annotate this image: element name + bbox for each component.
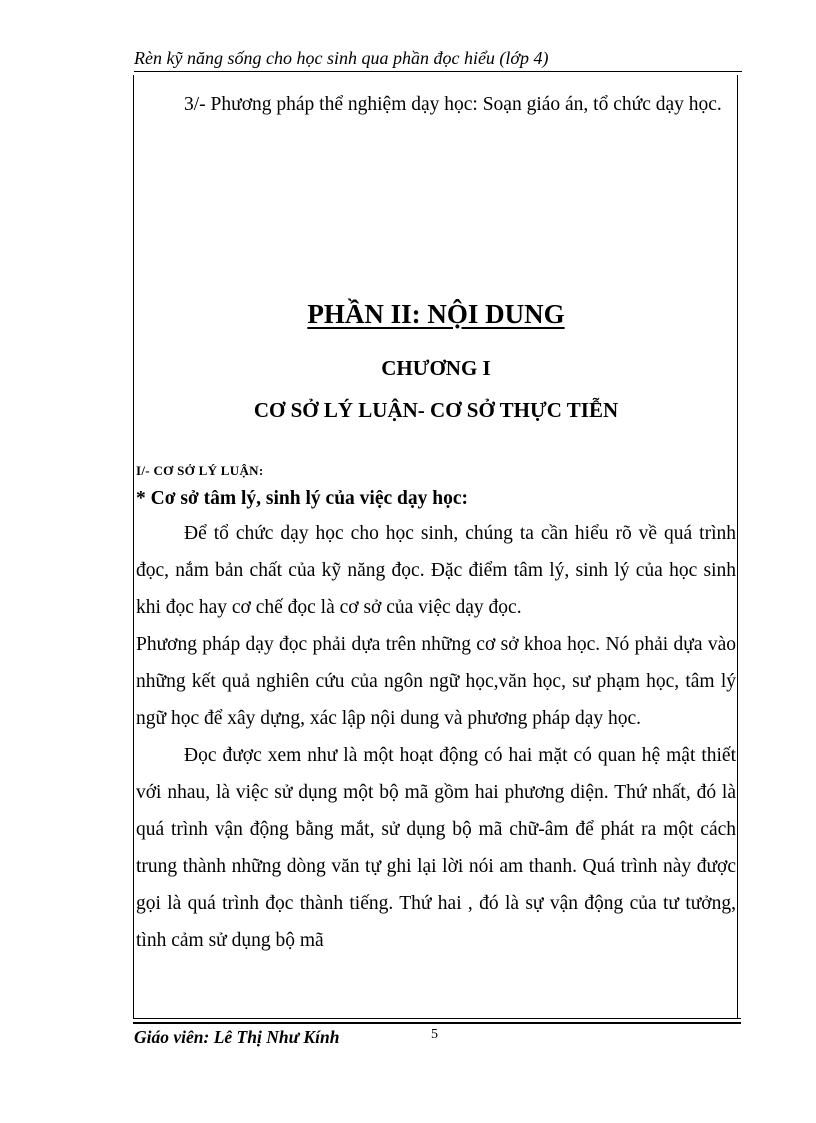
footer-teacher-name: Giáo viên: Lê Thị Như Kính	[134, 1027, 340, 1047]
paragraph-1: Để tổ chức dạy học cho học sinh, chúng ta cần hiểu rõ về quá trình đọc, nắm bản chất của kỹ năng đọc. Đặc điểm tâm lý, sinh lý của học sinh khi đọc hay cơ chế đọc là cơ sở của việc dạy đọc.	[136, 523, 736, 618]
page-header-title: Rèn kỹ năng sống cho học sinh qua phần đọc hiểu (lớp 4)	[134, 48, 549, 68]
document-body	[136, 86, 736, 959]
frame-bottom-rule-thin	[133, 1018, 741, 1019]
chapter-title: CHƯƠNG I	[381, 356, 491, 380]
page-number: 5	[431, 1027, 438, 1042]
paragraph-3: Đọc được xem như là một hoạt động có hai mặt có quan hệ mật thiết với nhau, là việc sử dụng một bộ mã gồm hai phương diện. Thứ nhất, đó là quá trình vận động bằng mắt, sử dụng bộ mã chữ-âm để phát ra một cách trung thành những dòng văn tự ghi lại lời nói am thanh. Quá trình này được gọi là quá trình đọc thành tiếng. Thứ hai , đó là sự vận động của tư tưởng, tình cảm sử dụng bộ mã	[136, 745, 736, 951]
subsection-heading: * Cơ sở tâm lý, sinh lý của việc dạy học:	[136, 488, 468, 509]
part-title: PHẦN II: NỘI DUNG	[307, 299, 565, 329]
frame-bottom-rule-thick	[133, 1022, 741, 1024]
chapter-subtitle: CƠ SỞ LÝ LUẬN- CƠ SỞ THỰC TIỄN	[253, 398, 619, 422]
intro-paragraph: 3/- Phương pháp thể nghiệm dạy học: Soạn giáo án, tổ chức dạy học.	[184, 94, 722, 115]
header-rule	[134, 71, 742, 72]
section-heading: I/- CƠ SỞ LÝ LUẬN:	[136, 463, 264, 478]
paragraph-2: Phương pháp dạy đọc phải dựa trên những cơ sở khoa học. Nó phải dựa vào những kết quả nghiên cứu của ngôn ngữ học,văn học, sư phạm học, tâm lý ngữ học để xây dựng, xác lập nội dung và phương pháp dạy học.	[136, 634, 736, 729]
